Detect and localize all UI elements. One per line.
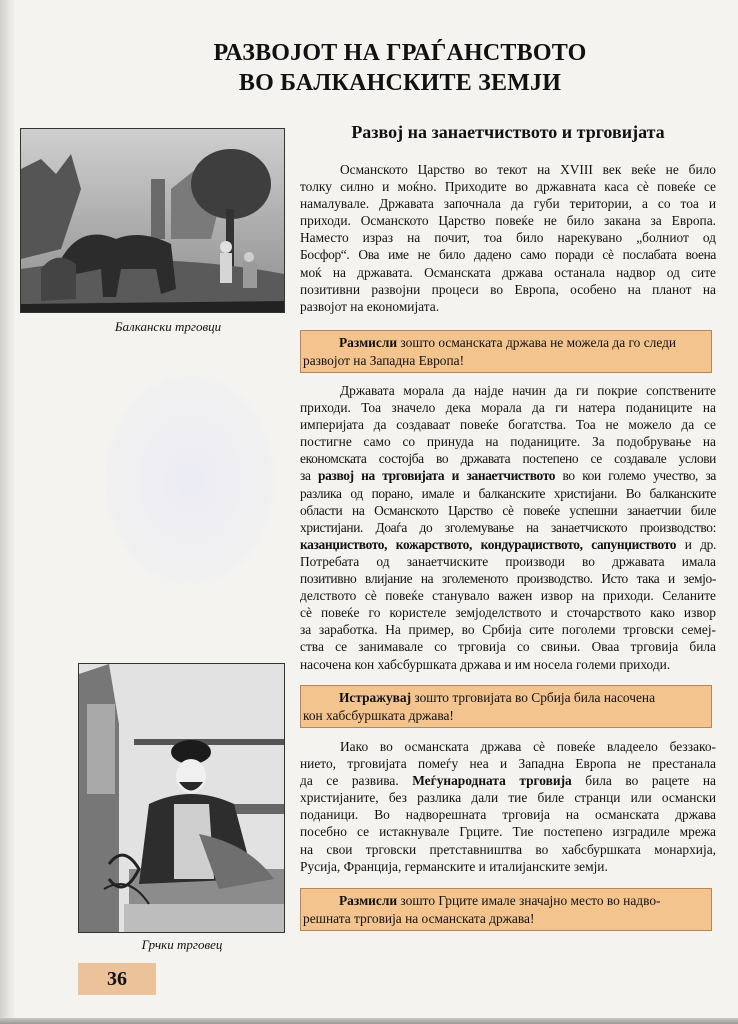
paragraph-line: позитивно влијание на зголеменото производство. Исто така и земјо- — [300, 571, 716, 587]
paragraph-line: Босфор“. Ова име не било дадено само поради сè послабата воена — [300, 247, 716, 263]
think-box-line: кон хабсбуршката држава! — [303, 708, 454, 723]
paragraph-line: сè повеќе го користеле земјоделството и сточарството како извор — [300, 605, 716, 621]
think-keyword: Размисли — [339, 335, 398, 350]
paragraph-line — [300, 772, 716, 789]
emphasis-crafts-list: казанџиството, кожарството, кондураџиството, сапунџиството — [300, 536, 677, 552]
balkan-merchants-image — [20, 128, 285, 313]
emphasis-trade-crafts: развој на трговијата и занаетчиството — [317, 468, 556, 484]
think-box-line: развојот на Западна Европа! — [303, 353, 465, 368]
think-box-1 — [300, 330, 712, 373]
paragraph-line: постигне само со принуда на поданиците. За подобрување на — [300, 434, 716, 450]
page-edge — [0, 1018, 738, 1024]
think-text: зошто османската држава не можела да го следи — [397, 335, 677, 350]
page-title-line1: РАЗВОЈОТ НА ГРАЃАНСТВОТО — [213, 40, 587, 66]
paragraph-line: ства се занимавале со трговија со свињи. Оваа трговија била — [300, 639, 716, 655]
think-box-2 — [300, 888, 712, 931]
research-box — [300, 685, 712, 728]
paragraph-line: позитивни развојни процеси во Европа, особено на планот на — [300, 281, 716, 297]
paragraph-line: Државата морала да најде начин да ги покрие сопствените — [340, 383, 716, 398]
paragraph-line — [300, 467, 716, 484]
text-run: била во рацете на — [571, 773, 716, 789]
think-box-line — [303, 334, 709, 352]
text-run: и др. — [676, 536, 716, 552]
research-text: зошто трговијата во Србија била насочена — [411, 690, 656, 705]
think-box-line: решната трговија на османската држава! — [303, 911, 535, 926]
text-run: за — [300, 468, 318, 484]
figure-caption-greek-merchant: Грчки трговец — [141, 937, 223, 952]
paragraph-line: нието, трговијата помеѓу неа и Западна Европа не престанала — [300, 756, 716, 772]
paragraph-line: делството сè повеќе станувало важен извор на приходи. Селаните — [300, 588, 716, 604]
paragraph-line: за заработка. На пример, во Србија сите поголеми трговски семеј- — [300, 622, 716, 638]
think-box-line — [303, 689, 709, 707]
paragraph-intro — [300, 161, 716, 315]
research-keyword: Истражувај — [339, 690, 412, 705]
paragraph-line: Наместо израз на почит, тоа било нарекувано „болниот од — [300, 230, 716, 246]
paragraph-line: насочена кон хабсбуршката држава и им носела големи приходи. — [300, 656, 671, 672]
paragraph-line: економската состојба во државата постепено се создавале услови — [300, 451, 716, 467]
page-binding — [0, 0, 16, 1024]
figure-caption-balkan-merchants: Балкански трговци — [114, 319, 222, 334]
text-run: во кои големо учество, за — [555, 468, 717, 484]
paragraph-line: империјата да создаваат повеќе богатства. Тоа не можело да се — [300, 417, 716, 433]
paragraph-line: Иако во османската држава сè повеќе владеело беззако- — [340, 739, 716, 754]
paragraph-line: на свои трговски претставништва во хабсбуршката монархија, — [300, 841, 716, 857]
emphasis-international-trade: Меѓународната трговија — [412, 773, 572, 789]
paragraph-line: области на Османското Царство сè повеќе успешни занаетчии биле — [300, 502, 716, 518]
think-box-line — [303, 892, 709, 910]
paragraph-line: разлика од порано, имале и балканските христијани. Во балканските — [300, 485, 716, 501]
paragraph-line: намалувале. Државата започнала да губи територии, а со тоа и — [300, 196, 716, 212]
paragraph-line: толку силно и моќно. Приходите во државната каса сè повеќе се — [300, 179, 716, 195]
paragraph-international-trade — [300, 738, 716, 875]
paragraph-line: христијани. Доаѓа до зголемување на занаетчиското производство: — [300, 519, 716, 535]
paragraph-line: Русија, Франција, германските и италијанските земји. — [300, 858, 608, 874]
paragraph-line — [300, 536, 716, 553]
text-run: да се развива. — [300, 773, 413, 789]
paragraph-line: христијаните, без разлика дали тие биле странци или османски — [300, 790, 716, 806]
greek-merchant-image — [78, 663, 285, 933]
paragraph-line: развојот на економијата. — [300, 298, 440, 314]
section-title: Развој на занаетчиството и трговијата — [351, 122, 665, 142]
paragraph-line: посебно се истакнувале Грците. Тие постепено изградиле мрежа — [300, 824, 716, 840]
page-title — [140, 38, 660, 98]
paragraph-line: приходи. Османското Царство повеќе не било закана за Европа. — [300, 213, 716, 229]
paragraph-line: приходи. Тоа значело дека морала да ги натера поданиците на — [300, 400, 716, 416]
paragraph-line: Потребата од занаетчиските производи во државата имала — [300, 553, 716, 569]
paragraph-line: моќ на државата. Османската држава останала надвор од сите — [300, 264, 716, 280]
think-text: зошто Грците имале значајно место во надво- — [397, 893, 661, 908]
paragraph-line: поданици. Во надворешната трговија на османската држава — [300, 807, 716, 823]
paragraph-line: Османското Царство во текот на XVIII век веќе не било — [340, 162, 716, 177]
paragraph-trade-crafts — [300, 382, 716, 673]
show-through-mark — [105, 375, 275, 585]
page-title-line2: ВО БАЛКАНСКИТЕ ЗЕМЈИ — [238, 70, 562, 96]
page-number: 36 — [78, 963, 156, 995]
think-keyword: Размисли — [339, 893, 398, 908]
